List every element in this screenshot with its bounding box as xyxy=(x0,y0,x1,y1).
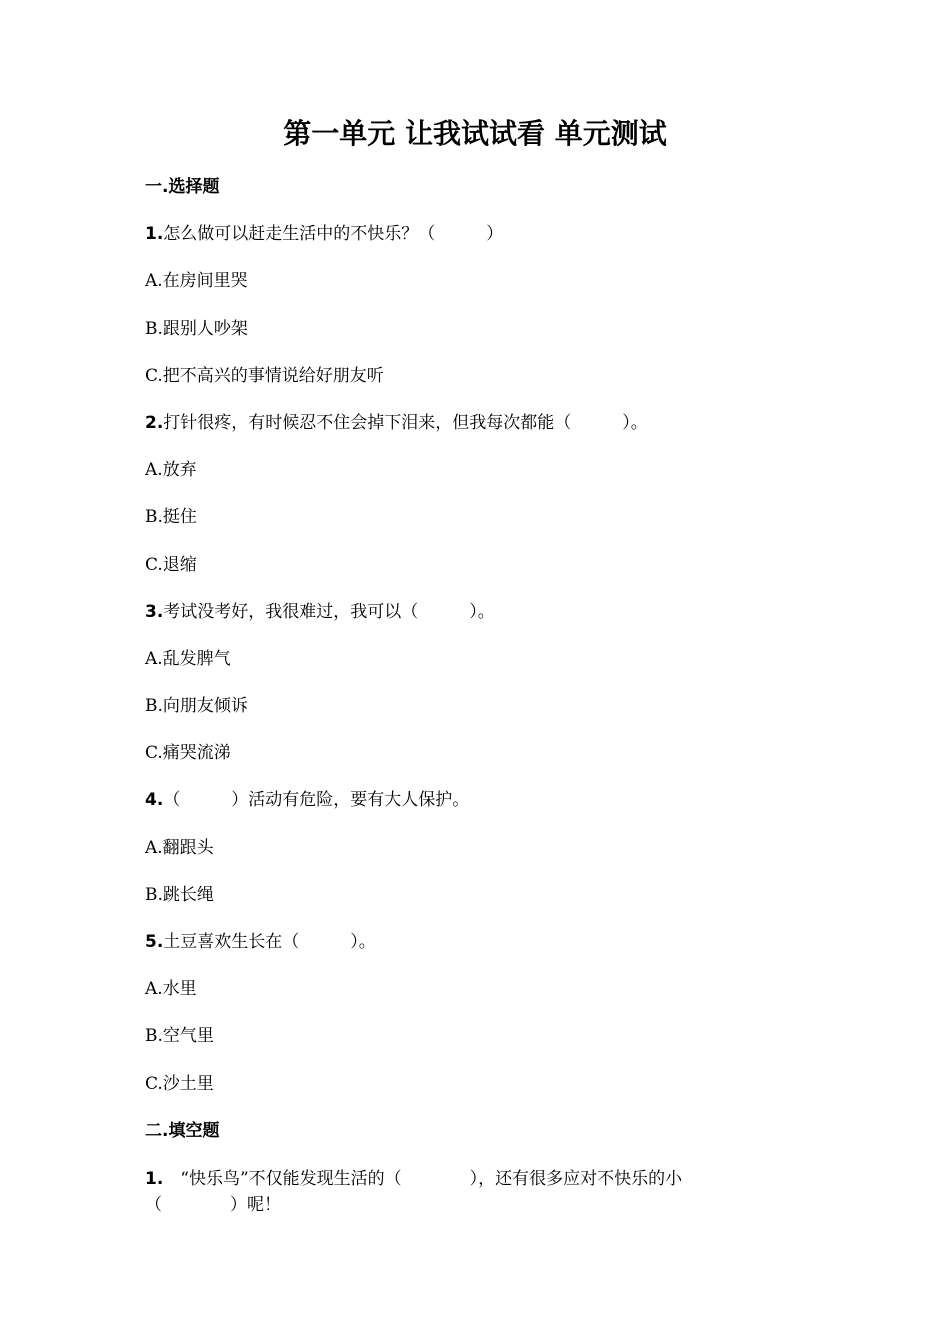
question-1 xyxy=(145,218,805,265)
option-c: C.把不高兴的事情说给好朋友听 xyxy=(145,365,384,386)
question-number: 1. xyxy=(145,1168,164,1189)
question-text: “快乐鸟”不仅能发现生活的（ ），还有很多应对不快乐的小 xyxy=(163,1168,683,1189)
fill-question-1 xyxy=(145,1162,805,1218)
question-5 xyxy=(145,926,805,973)
question-3 xyxy=(145,596,805,643)
question-number: 1. xyxy=(145,224,164,245)
question-text: 打针很疼，有时候忍不住会掉下泪来，但我每次都能（ ）。 xyxy=(163,412,648,433)
option-b: B.跳长绳 xyxy=(145,884,214,905)
option-a: A.翻跟头 xyxy=(145,837,214,858)
question-number: 5. xyxy=(145,932,164,952)
question-text: 土豆喜欢生长在（ ）。 xyxy=(163,932,376,952)
question-number: 2. xyxy=(145,412,164,433)
option-a: A.放弃 xyxy=(145,460,197,481)
option-b: B.跟别人吵架 xyxy=(145,318,248,339)
worksheet-body xyxy=(145,171,805,1218)
page-title: 第一单元 让我试试看 单元测试 xyxy=(283,117,667,150)
option-b: B.向朋友倾诉 xyxy=(145,696,248,717)
question-4 xyxy=(145,784,805,831)
option-c: C.痛哭流涕 xyxy=(145,743,231,764)
option-c: C.沙土里 xyxy=(145,1073,214,1094)
option-b: B.空气里 xyxy=(145,1026,214,1047)
question-text: （ ）活动有危险，要有大人保护。 xyxy=(163,790,470,811)
section-heading-choice: 一.选择题 xyxy=(145,177,220,197)
option-b: B.挺住 xyxy=(145,507,197,528)
fill-question-line-1 xyxy=(145,1166,805,1192)
question-text: 考试没考好，我很难过，我可以（ ）。 xyxy=(163,601,495,622)
question-2 xyxy=(145,407,805,454)
option-a: A.乱发脾气 xyxy=(145,648,231,669)
section-heading-fill: 二.填空题 xyxy=(145,1120,220,1141)
question-number: 3. xyxy=(145,601,164,622)
question-text: 怎么做可以赶走生活中的不快乐？（ ） xyxy=(163,224,504,245)
option-a: A.在房间里哭 xyxy=(145,271,248,292)
option-c: C.退缩 xyxy=(145,554,197,575)
question-number: 4. xyxy=(145,790,164,811)
option-a: A.水里 xyxy=(145,979,197,1000)
fill-question-line-2: （ ）呢！ xyxy=(145,1194,281,1215)
